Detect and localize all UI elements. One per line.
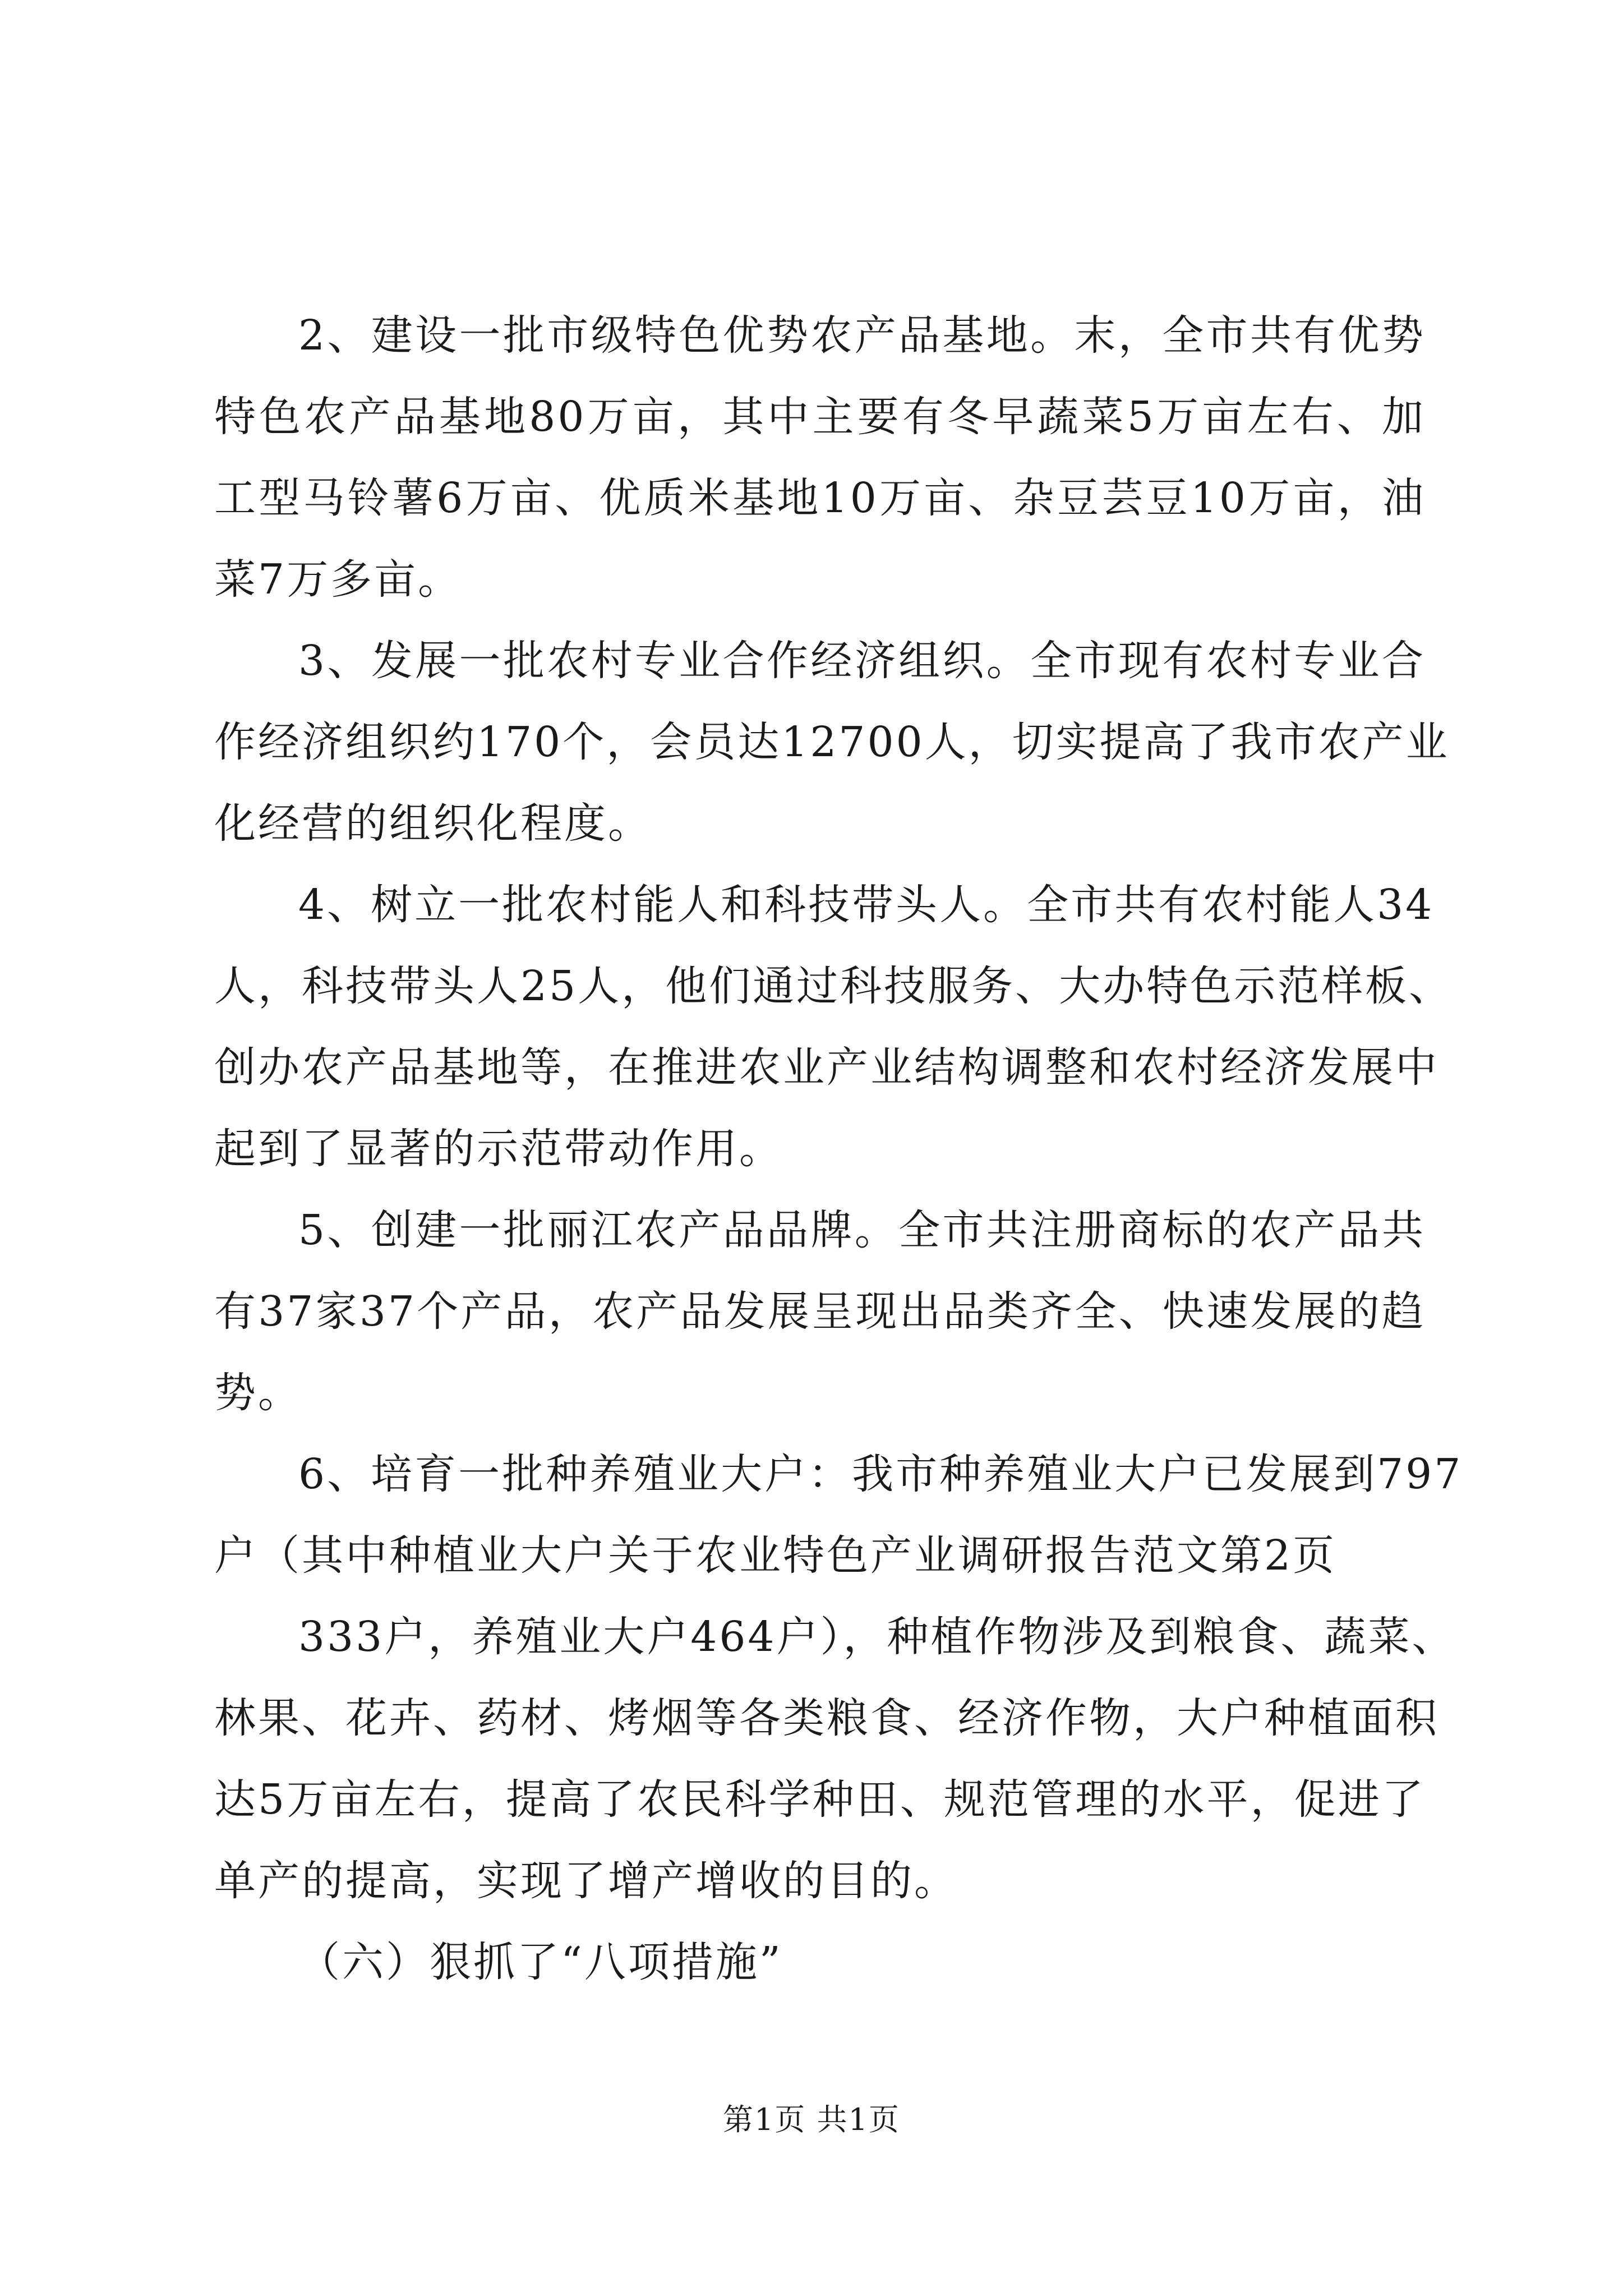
paragraph-3-line-2: 作经济组织约170个，会员达12700人，切实提高了我市农产业 — [214, 718, 1450, 766]
paragraph-4-line-1: 4、树立一批农村能人和科技带头人。全市共有农村能人34 — [298, 881, 1435, 929]
paragraph-4-line-2: 人，科技带头人25人，他们通过科技服务、大办特色示范样板、 — [214, 962, 1453, 1010]
paragraph-2-line-2: 特色农产品基地80万亩，其中主要有冬早蔬菜5万亩左右、加 — [214, 393, 1426, 441]
paragraph-6-line-2: 户（其中种植业大户关于农业特色产业调研报告范文第2页 — [214, 1531, 1337, 1580]
paragraph-5-line-1: 5、创建一批丽江农产品品牌。全市共注册商标的农产品共 — [298, 1206, 1426, 1254]
paragraph-6-line-4: 林果、花卉、药材、烤烟等各类粮食、经济作物，大户种植面积 — [214, 1694, 1439, 1742]
paragraph-6-line-5: 达5万亩左右，提高了农民科学种田、规范管理的水平，促进了 — [214, 1775, 1426, 1824]
paragraph-3-line-1: 3、发展一批农村专业合作经济组织。全市现有农村专业合 — [298, 637, 1426, 685]
paragraph-4-line-3: 创办农产品基地等，在推进农业产业结构调整和农村经济发展中 — [214, 1043, 1439, 1092]
paragraph-2-line-1: 2、建设一批市级特色优势农产品基地。末，全市共有优势 — [298, 311, 1426, 360]
paragraph-2-line-4: 菜7万多亩。 — [214, 555, 462, 604]
paragraph-6-line-3: 333户，养殖业大户464户），种植作物涉及到粮食、蔬菜、 — [298, 1613, 1456, 1661]
paragraph-6-line-1: 6、培育一批种养殖业大户：我市种养殖业大户已发展到797 — [298, 1450, 1463, 1498]
paragraph-4-line-4: 起到了显著的示范带动作用。 — [214, 1125, 783, 1173]
paragraph-2-line-3: 工型马铃薯6万亩、优质米基地10万亩、杂豆芸豆10万亩，油 — [214, 474, 1426, 522]
paragraph-5-line-3: 势。 — [214, 1369, 302, 1417]
page-footer: 第1页 共1页 — [723, 2102, 900, 2137]
section-heading: （六）狠抓了“八项措施” — [298, 1938, 783, 1986]
paragraph-6-line-6: 单产的提高，实现了增产增收的目的。 — [214, 1857, 958, 1905]
paragraph-3-line-3: 化经营的组织化程度。 — [214, 799, 652, 848]
paragraph-5-line-2: 有37家37个产品，农产品发展呈现出品类齐全、快速发展的趋 — [214, 1287, 1426, 1336]
